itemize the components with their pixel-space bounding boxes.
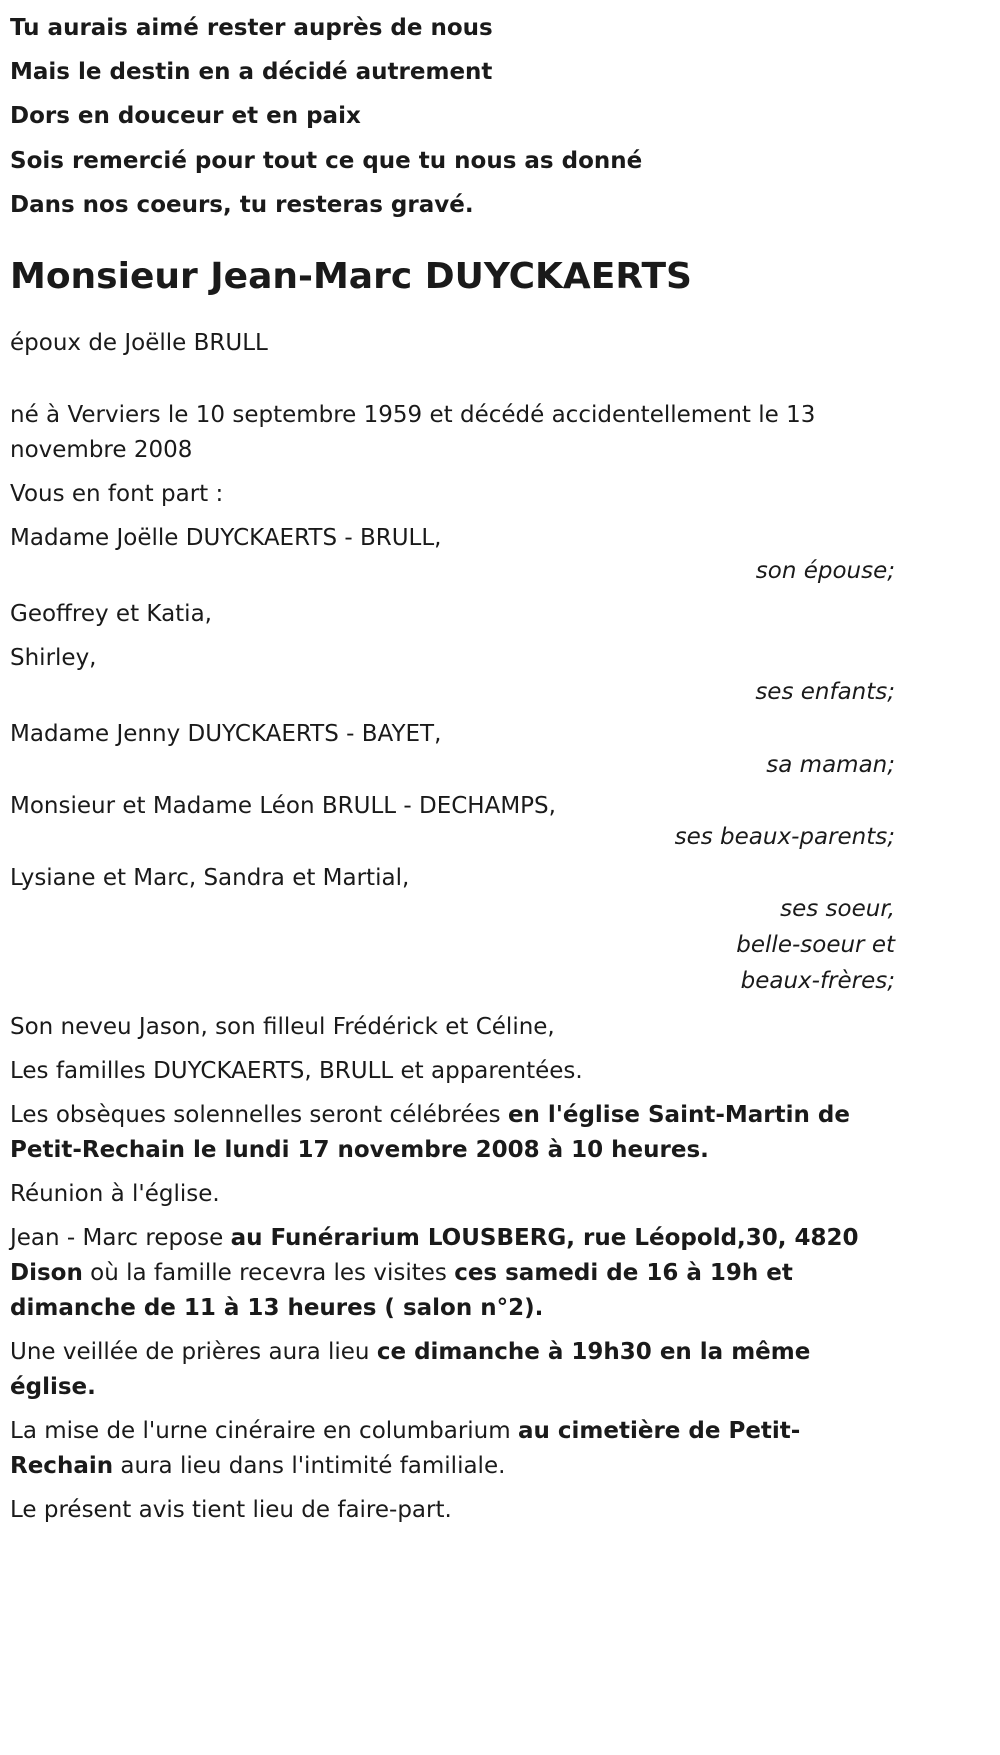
rest-visits: ces samedi de 16 à 19h et dimanche de 11 à 13 heures ( salon n°2).: [10, 1260, 793, 1322]
nephew-line: Son neveu Jason, son filleul Frédérick et Céline,: [10, 1014, 555, 1041]
mourner-wife: Madame Joëlle DUYCKAERTS - BRULL,: [10, 525, 442, 552]
urn-place: au cimetière de Petit-Rechain: [10, 1418, 801, 1480]
poem-line-5: Dans nos coeurs, tu resteras gravé.: [10, 191, 474, 218]
urn-text-2: aura lieu dans l'intimité familiale.: [113, 1453, 506, 1480]
closing-line: Le présent avis tient lieu de faire-part.: [10, 1497, 452, 1524]
mourner-child-1: Geoffrey et Katia,: [10, 601, 212, 628]
spouse-line: époux de Joëlle BRULL: [10, 330, 268, 357]
mourner-child-2: Shirley,: [10, 645, 97, 672]
vigil-details: ce dimanche à 19h30 en la même église.: [10, 1339, 811, 1401]
vigil-paragraph: [10, 1335, 895, 1405]
poem-line-2: Mais le destin en a décidé autrement: [10, 59, 493, 86]
poem-line-1: Tu aurais aimé rester auprès de nous: [10, 15, 493, 41]
urn-paragraph: [10, 1414, 895, 1484]
poem-line-4: Sois remercié pour tout ce que tu nous as donné: [10, 147, 643, 174]
funeral-details: en l'église Saint-Martin de Petit-Rechain le lundi 17 novembre 2008 à 10 heures.: [10, 1102, 850, 1164]
rest-text-2: où la famille recevra les visites: [82, 1260, 455, 1287]
rest-place: au Funérarium LOUSBERG, rue Léopold,30, 4820 Dison: [10, 1225, 859, 1287]
mourner-mother: Madame Jenny DUYCKAERTS - BAYET,: [10, 721, 442, 748]
mourner-inlaws: Monsieur et Madame Léon BRULL - DECHAMPS,: [10, 793, 556, 820]
funeral-text: Les obsèques solennelles seront célébrées: [10, 1102, 508, 1129]
rest-paragraph: [10, 1221, 895, 1326]
role-siblings-2: belle-soeur et: [736, 932, 895, 959]
meeting-line: Réunion à l'église.: [10, 1181, 220, 1208]
role-siblings-3: beaux-frères;: [740, 968, 895, 995]
poem-line-3: Dors en douceur et en paix: [10, 103, 361, 130]
birth-death-line: né à Verviers le 10 septembre 1959 et décédé accidentellement le 13 novembre 2008: [10, 402, 816, 464]
poem: [10, 0, 895, 227]
role-mother: sa maman;: [766, 752, 895, 779]
vigil-text: Une veillée de prières aura lieu: [10, 1339, 377, 1366]
role-siblings-1: ses soeur,: [780, 896, 895, 923]
families-line: Les familles DUYCKAERTS, BRULL et apparentées.: [10, 1058, 583, 1085]
role-wife: son épouse;: [755, 558, 895, 585]
role-children: ses enfants;: [755, 679, 895, 706]
intro-line: Vous en font part :: [10, 481, 224, 508]
funeral-paragraph: [10, 1098, 895, 1168]
mourner-siblings: Lysiane et Marc, Sandra et Martial,: [10, 865, 410, 892]
rest-text-1: Jean - Marc repose: [10, 1225, 231, 1252]
role-inlaws: ses beaux-parents;: [674, 824, 895, 851]
urn-text-1: La mise de l'urne cinéraire en columbarium: [10, 1418, 518, 1445]
deceased-name-title: Monsieur Jean-Marc DUYCKAERTS: [10, 256, 692, 298]
